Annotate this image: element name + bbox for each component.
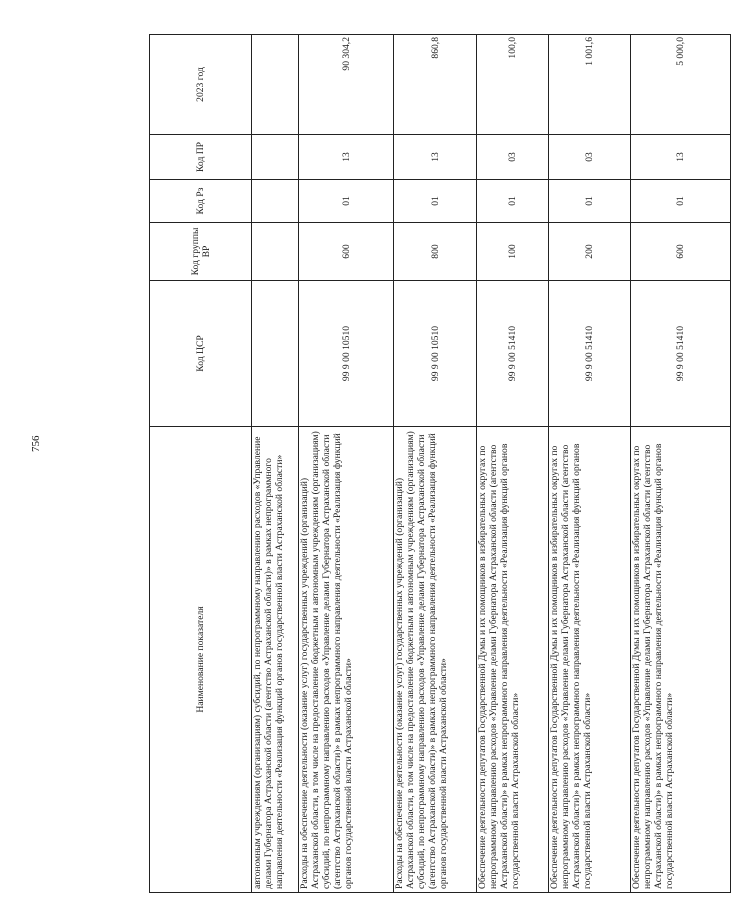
- row-name: Обеспечение деятельности депутатов Государственной Думы и их помощников в избирательных округах по непрограммному направлению расходов «Управление делами Губернатора Астраханской области (агентство Астраханской области)» в рамках непрограммного направления деятельности «Реализация функций органов государственной власти Астраханской области»: [631, 427, 731, 893]
- table-row: [252, 35, 299, 893]
- row-rz: 01: [299, 180, 394, 223]
- row-csr: 99 9 00 51410: [549, 281, 631, 427]
- row-vr: [252, 223, 299, 281]
- header-name: Наименование показателя: [150, 427, 252, 893]
- row-csr: [252, 281, 299, 427]
- row-name: Расходы на обеспечение деятельности (оказание услуг) государственных учреждений (организаций) Астраханской области, в том числе на предоставление бюджетным и автономным учреждениям (организациям) субсидий, по непрограммному направлению расходов «Управление делами Губернатора Астраханской области (агентство Астраханской области)» в рамках непрограммного направления деятельности «Реализация функций органов государственной власти Астраханской области»: [299, 427, 394, 893]
- row-rz: 01: [477, 180, 549, 223]
- row-csr: 99 9 00 51410: [477, 281, 549, 427]
- row-rz: 01: [631, 180, 731, 223]
- row-rz: 01: [549, 180, 631, 223]
- row-amount: 100,0: [477, 35, 549, 135]
- row-vr: 600: [631, 223, 731, 281]
- header-pr: Код ПР: [150, 135, 252, 180]
- budget-table: [149, 34, 731, 893]
- row-amount: 1 001,6: [549, 35, 631, 135]
- table-row: [299, 35, 394, 893]
- row-rz: 01: [394, 180, 477, 223]
- row-vr: 100: [477, 223, 549, 281]
- row-csr: 99 9 00 51410: [631, 281, 731, 427]
- row-csr: 99 9 00 10510: [394, 281, 477, 427]
- row-name: Расходы на обеспечение деятельности (оказание услуг) государственных учреждений (организаций) Астраханской области, в том числе на предоставление бюджетным и автономным учреждениям (организациям) субсидий, по непрограммному направлению расходов «Управление делами Губернатора Астраханской области (агентство Астраханской области)» в рамках непрограммного направления деятельности «Реализация функций органов государственной власти Астраханской области»: [394, 427, 477, 893]
- header-csr: Код ЦСР: [150, 281, 252, 427]
- row-pr: 13: [631, 135, 731, 180]
- header-rz: Код Рз: [150, 180, 252, 223]
- row-vr: 600: [299, 223, 394, 281]
- row-csr: 99 9 00 10510: [299, 281, 394, 427]
- table-row: [394, 35, 477, 893]
- row-amount: 5 000,0: [631, 35, 731, 135]
- table-row: [477, 35, 549, 893]
- row-name: Обеспечение деятельности депутатов Государственной Думы и их помощников в избирательных округах по непрограммному направлению расходов «Управление делами Губернатора Астраханской области (агентство Астраханской области)» в рамках непрограммного направления деятельности «Реализация функций органов государственной власти Астраханской области»: [477, 427, 549, 893]
- table-header-row: [150, 35, 252, 893]
- row-vr: 800: [394, 223, 477, 281]
- row-amount: 90 304,2: [299, 35, 394, 135]
- row-vr: 200: [549, 223, 631, 281]
- rotated-page-content: [149, 35, 686, 893]
- header-vr: Код группы ВР: [150, 223, 252, 281]
- row-name: автономным учреждениям (организациям) субсидий, по непрограммному направлению расходов «Управление делами Губернатора Астраханской области (агентство Астраханской области)» в рамках непрограммного направления деятельности «Реализация функций органов государственной власти Астраханской области»: [252, 427, 299, 893]
- row-pr: 13: [394, 135, 477, 180]
- row-pr: 03: [477, 135, 549, 180]
- header-year: 2023 год: [150, 35, 252, 135]
- table-row: [631, 35, 731, 893]
- row-amount: [252, 35, 299, 135]
- row-pr: 13: [299, 135, 394, 180]
- row-rz: [252, 180, 299, 223]
- table-row: [549, 35, 631, 893]
- page-number: 756: [30, 435, 42, 452]
- row-pr: [252, 135, 299, 180]
- row-pr: 03: [549, 135, 631, 180]
- row-name: Обеспечение деятельности депутатов Государственной Думы и их помощников в избирательных округах по непрограммному направлению расходов «Управление делами Губернатора Астраханской области (агентство Астраханской области)» в рамках непрограммного направления деятельности «Реализация функций органов государственной власти Астраханской области»: [549, 427, 631, 893]
- row-amount: 860,8: [394, 35, 477, 135]
